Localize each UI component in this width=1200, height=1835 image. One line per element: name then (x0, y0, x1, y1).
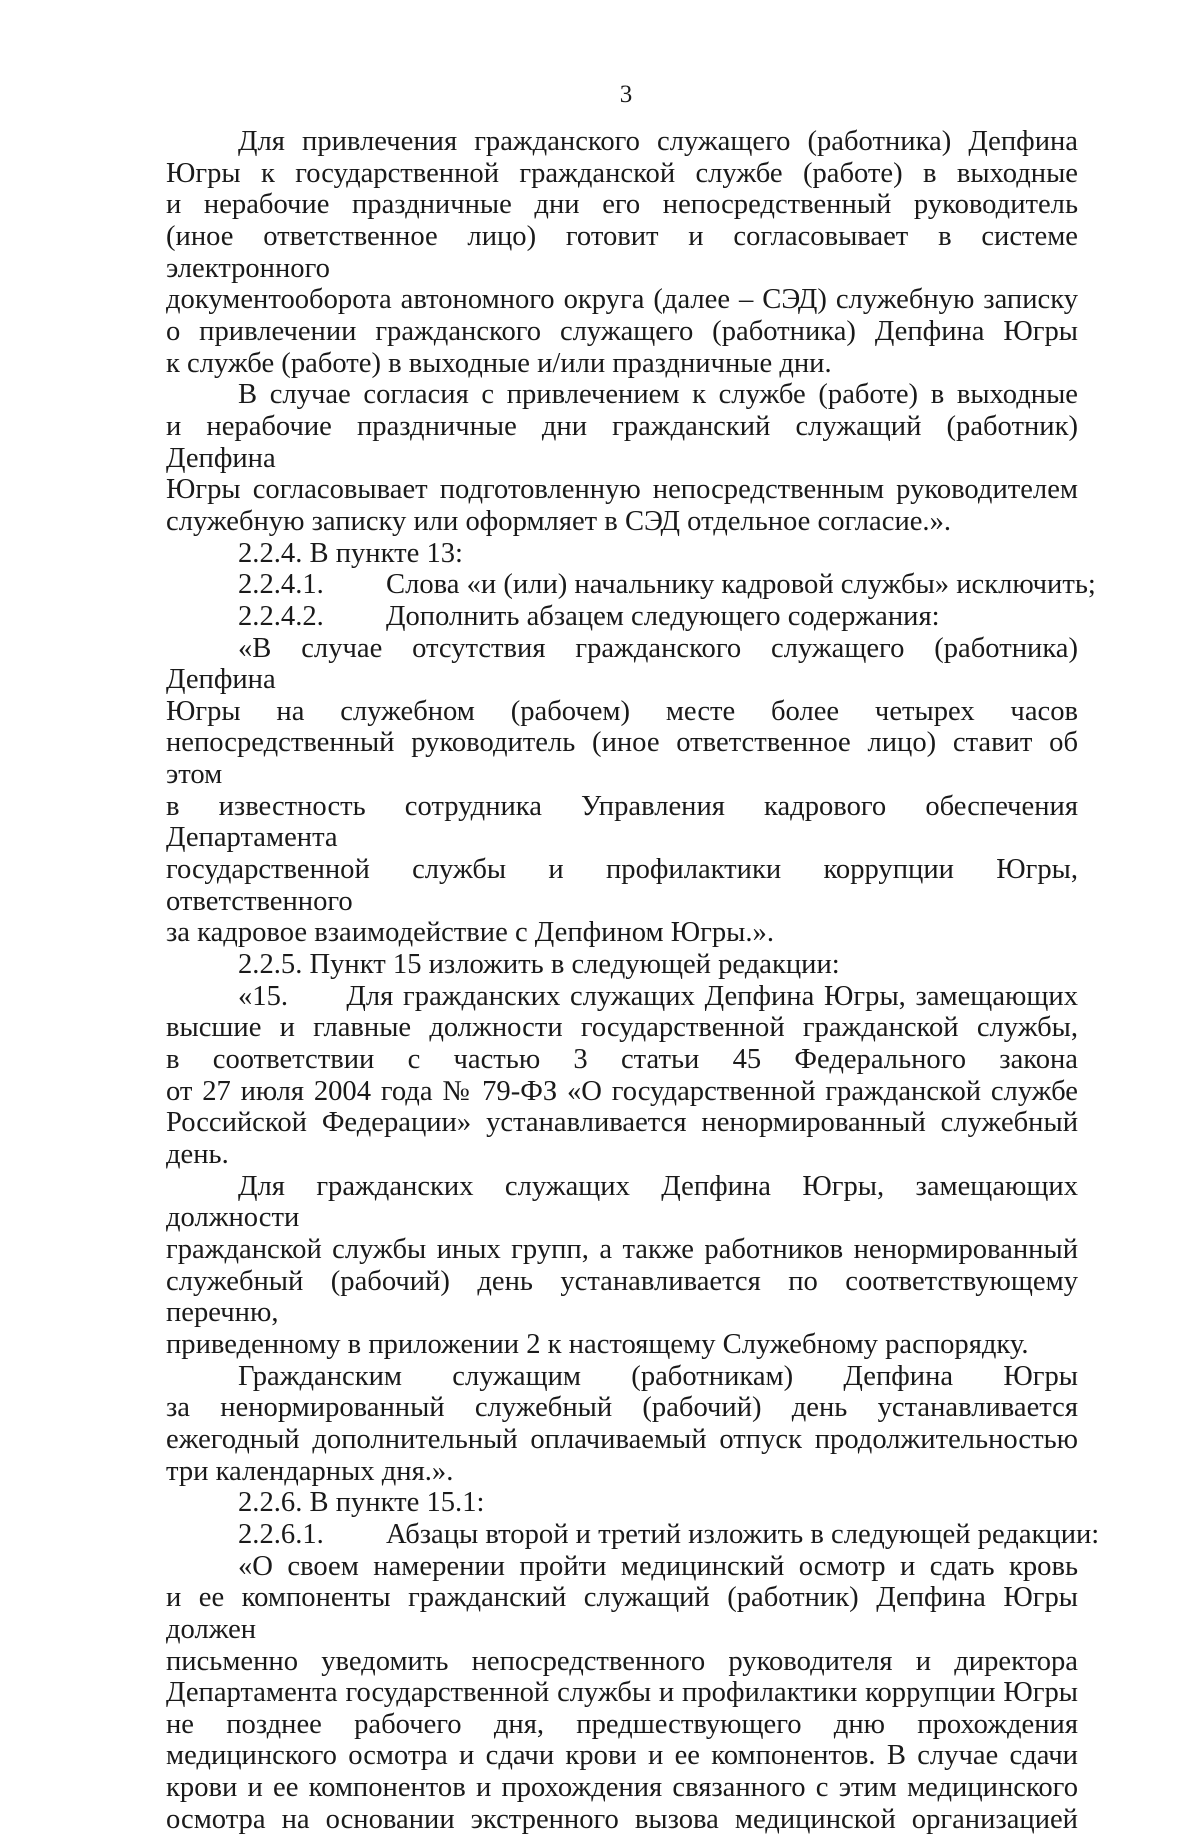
clause-heading: 2.2.6. В пункте 15.1: (238, 1487, 485, 1519)
text-line: «В случае отсутствия гражданского служащего (работника) Депфина (166, 632, 1078, 696)
text-line: о привлечении гражданского служащего (работника) Депфина Югры (166, 315, 1078, 347)
text-line: осмотра на основании экстренного вызова медицинской организацией (166, 1803, 1078, 1835)
clause-heading: 2.2.4. В пункте 13: (238, 537, 463, 569)
text-line: и нерабочие праздничные дни его непосредственный руководитель (166, 189, 1078, 221)
text-line: приведенному в приложении 2 к настоящему Служебному распорядку. (166, 1328, 1029, 1360)
text-line: день. (166, 1139, 229, 1170)
text-line: (иное ответственное лицо) готовит и согласовывает в системе электронного (166, 220, 1078, 284)
paragraph (166, 1361, 1078, 1488)
quoted-paragraph (166, 981, 1078, 1171)
text-line: государственной службы и профилактики коррупции Югры, ответственного (166, 854, 1078, 917)
subclause (166, 601, 1078, 633)
text-line: за кадровое взаимодействие с Депфином Югры.». (166, 917, 774, 949)
subclause-text: Абзацы второй и третий изложить в следующей редакции: (386, 1518, 1100, 1550)
text-line: Югры на служебном (рабочем) месте более четырех часов (166, 695, 1078, 727)
text-line: служебный (рабочий) день устанавливается по соответствующему перечню, (166, 1265, 1078, 1329)
text-line: Департамента государственной службы и профилактики коррупции Югры (166, 1677, 1078, 1709)
text-line: медицинского осмотра и сдачи крови и ее компонентов. В случае сдачи (166, 1740, 1078, 1772)
subclause-number: 2.2.4.2. (238, 600, 324, 632)
text-line: ежегодный дополнительный оплачиваемый отпуск продолжительностью (166, 1423, 1078, 1455)
subclause-number: 2.2.4.1. (238, 569, 324, 601)
clause-heading: 2.2.5. Пункт 15 изложить в следующей редакции: (238, 949, 840, 981)
quoted-paragraph (166, 633, 1078, 950)
quoted-paragraph (166, 1551, 1078, 1835)
document-body (166, 126, 1100, 1835)
subclause (166, 569, 1096, 601)
paragraph (166, 379, 1078, 537)
text-line: «О своем намерении пройти медицинский осмотр и сдать кровь (238, 1550, 1078, 1582)
text-line: от 27 июля 2004 года № 79-ФЗ «О государственной гражданской службе (166, 1075, 1078, 1107)
text-line: В случае согласия с привлечением к службе (работе) в выходные (238, 379, 1078, 411)
text-line: документооборота автономного округа (далее – СЭД) служебную записку (166, 284, 1078, 316)
text-line: высшие и главные должности государственной гражданской службы, (166, 1012, 1078, 1044)
text-line: не позднее рабочего дня, предшествующего дню прохождения (166, 1708, 1078, 1740)
text-line: и ее компоненты гражданский служащий (работник) Депфина Югры должен (166, 1582, 1078, 1645)
text-line: три календарных дня.». (166, 1455, 454, 1487)
text-line: и нерабочие праздничные дни гражданский служащий (работник) Депфина (166, 410, 1078, 474)
text-line: Российской Федерации» устанавливается ненормированный служебный (166, 1107, 1078, 1139)
text-line: крови и ее компонентов и прохождения связанного с этим медицинского (166, 1772, 1078, 1804)
text-line: Для гражданских служащих Депфина Югры, замещающих должности (166, 1170, 1078, 1234)
paragraph (166, 126, 1078, 379)
text-line: за ненормированный служебный (рабочий) день устанавливается (166, 1392, 1078, 1424)
text-line: Для привлечения гражданского служащего (работника) Депфина (238, 126, 1078, 157)
text-line: непосредственный руководитель (иное ответственное лицо) ставит об этом (166, 727, 1078, 791)
text-line: Гражданским служащим (работникам) Депфина Югры (238, 1360, 1078, 1392)
text-line: Югры согласовывает подготовленную непосредственным руководителем (166, 474, 1078, 506)
subclause-text: Дополнить абзацем следующего содержания: (386, 600, 940, 632)
text-line: к службе (работе) в выходные и/или праздничные дни. (166, 347, 832, 379)
page-number: 3 (619, 81, 633, 108)
text-line: гражданской службы иных групп, а также работников ненормированный (166, 1233, 1078, 1265)
text-line: в соответствии с частью 3 статьи 45 Федерального закона (166, 1044, 1078, 1076)
subclause (166, 1518, 1100, 1551)
text-line: в известность сотрудника Управления кадрового обеспечения Департамента (166, 790, 1078, 854)
text-line: письменно уведомить непосредственного руководителя и директора (166, 1645, 1078, 1677)
text-line: «15. Для гражданских служащих Депфина Югры, замещающих (238, 980, 1078, 1012)
text-line: Югры к государственной гражданской службе (работе) в выходные (166, 157, 1078, 189)
subclause-number: 2.2.6.1. (238, 1518, 324, 1550)
subclause-text: Слова «и (или) начальнику кадровой службы» исключить; (386, 569, 1096, 601)
text-line: служебную записку или оформляет в СЭД отдельное согласие.». (166, 505, 952, 537)
paragraph (166, 1171, 1078, 1361)
